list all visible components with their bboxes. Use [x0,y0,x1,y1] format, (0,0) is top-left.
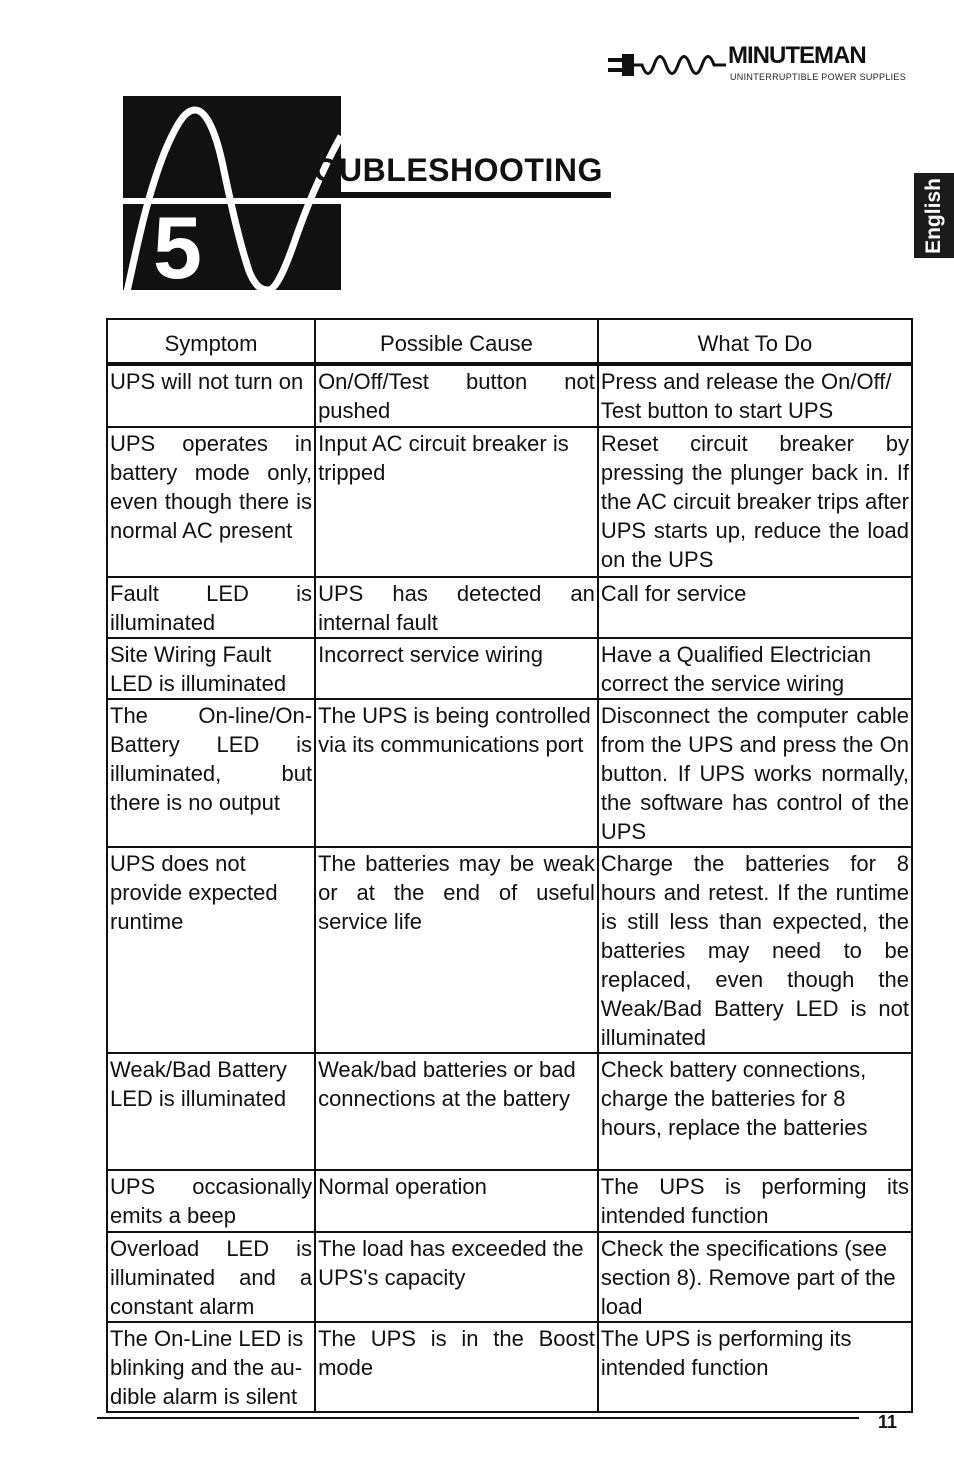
cause-cell: UPS has detected an internal fault [315,577,598,638]
cause-cell: Incorrect service wiring [315,638,598,699]
footer-rule [97,1417,859,1419]
action-cell: Call for service [598,577,912,638]
action-cell: Press and release the On/Off/ Test button to start UPS [598,364,912,427]
table-row [107,427,912,577]
cause-cell: Input AC circuit breaker is tripped [315,427,598,577]
page-number: 11 [878,1412,898,1432]
cause-cell: Normal operation [315,1170,598,1232]
table-row [107,1322,912,1412]
table-row [107,1232,912,1322]
table-row [107,699,912,847]
action-cell: Check the specifications (see section 8). Remove part of the load [598,1232,912,1322]
symptom-cell: Site Wiring Fault LED is illuminated [107,638,315,699]
symptom-cell: The On-line/On-Battery LED is illuminated, but there is no output [107,699,315,847]
language-label: English [922,177,945,254]
table-row [107,1170,912,1232]
cause-cell: Weak/bad batteries or bad connections at the battery [315,1053,598,1170]
language-tab [914,173,954,258]
sine-wave-chapter-graphic [123,96,343,292]
symptom-cell: Fault LED is illuminated [107,577,315,638]
action-cell: The UPS is performing its intended function [598,1322,912,1412]
action-cell: Have a Qualified Electrician correct the service wiring [598,638,912,699]
symptom-cell: The On-Line LED is blinking and the au-dible alarm is silent [107,1322,315,1412]
brand-name: MINUTEMAN [728,42,866,69]
header-symptom: Symptom [107,319,315,364]
action-cell: Check battery connections, charge the batteries for 8 hours, replace the batteries [598,1053,912,1170]
symptom-cell: Weak/Bad Battery LED is illuminated [107,1053,315,1170]
table-row [107,638,912,699]
brand-tagline: UNINTERRUPTIBLE POWER SUPPLIES [730,72,907,82]
plug-wave-icon [608,48,726,82]
symptom-cell: UPS will not turn on [107,364,315,427]
action-cell: Reset circuit breaker by pressing the plunger back in. If the AC circuit breaker trips after UPS starts up, reduce the load on the UPS [598,427,912,577]
table-row [107,364,912,427]
header-possible-cause: Possible Cause [315,319,598,364]
table-row [107,577,912,638]
cause-cell: The load has exceeded the UPS's capacity [315,1232,598,1322]
table-row [107,1053,912,1170]
cause-cell: The UPS is being controlled via its communications port [315,699,598,847]
table-row [107,847,912,1053]
symptom-cell: UPS does not provide expected runtime [107,847,315,1053]
chapter-header [123,96,623,292]
title-underline [341,192,611,198]
action-cell: Charge the batteries for 8 hours and retest. If the runtime is still less than expected, the batteries may need to be replaced, even though the Weak/Bad Battery LED is not illuminated [598,847,912,1053]
symptom-cell: UPS occasionally emits a beep [107,1170,315,1232]
action-cell: Disconnect the computer cable from the UPS and press the On button. If UPS works normally, the software has control of the UPS [598,699,912,847]
action-cell: The UPS is performing its intended function [598,1170,912,1232]
cause-cell: The batteries may be weak or at the end of useful service life [315,847,598,1053]
table-header-row [107,319,912,364]
chapter-number: 5 [153,198,202,292]
symptom-cell: UPS operates in battery mode only, even though there is normal AC present [107,427,315,577]
troubleshooting-table [106,318,913,1413]
symptom-cell: Overload LED is illuminated and a constant alarm [107,1232,315,1322]
cause-cell: The UPS is in the Boost mode [315,1322,598,1412]
chapter-title: TROUBLESHOOTING [270,152,603,188]
brand-logo [608,42,908,88]
header-what-to-do: What To Do [598,319,912,364]
cause-cell: On/Off/Test button not pushed [315,364,598,427]
